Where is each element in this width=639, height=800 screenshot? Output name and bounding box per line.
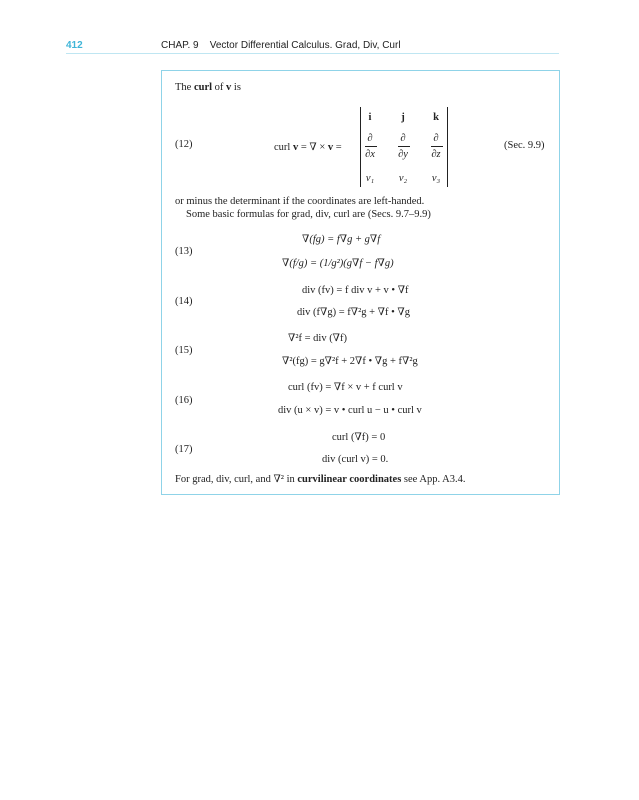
det-partial-num-2: ∂ — [400, 133, 406, 144]
intro-vec: v — [226, 82, 232, 93]
page-header — [0, 0, 639, 56]
eq17-div-curl: div (curl v) = 0. — [322, 454, 389, 465]
eq16-curl-fv: curl (fv) = ∇f × v + f curl v — [288, 382, 403, 393]
eq17-curl-grad: curl (∇f) = 0 — [332, 432, 386, 443]
det-v1: v₁ — [365, 173, 375, 184]
eq14-div-fv: div (fv) = f div v + v • ∇f — [302, 285, 409, 296]
det-j: j — [401, 112, 405, 123]
curl-intro — [175, 83, 241, 94]
eq12-number: (12) — [175, 139, 193, 150]
eq13-product-rule: ∇(fg) = f∇g + g∇f — [302, 234, 381, 245]
eq14-number: (14) — [175, 296, 193, 307]
left-handed-note: or minus the determinant if the coordinates are left-handed. — [175, 196, 425, 207]
eq16-div-cross: div (u × v) = v • curl u − u • curl v — [278, 405, 422, 416]
footer-pre: For grad, div, curl, and ∇² in — [175, 474, 298, 485]
det-frac-line-2 — [398, 146, 410, 147]
eq14-div-fgrad: div (f∇g) = f∇²g + ∇f • ∇g — [297, 307, 411, 318]
det-i: i — [368, 112, 372, 123]
footer-curvilinear: curvilinear coordinates — [297, 474, 402, 485]
footer-post: see App. A3.4. — [401, 474, 466, 485]
eq12-lhs-vec1: v — [292, 142, 299, 153]
eq12-reference: (Sec. 9.9) — [504, 140, 545, 151]
det-frac-line-3 — [431, 146, 443, 147]
det-den-z: ∂z — [431, 149, 441, 160]
det-den-x: ∂x — [365, 149, 375, 160]
determinant-right-bar — [447, 107, 448, 187]
det-frac-line-1 — [365, 146, 377, 147]
eq15-laplacian-def: ∇²f = div (∇f) — [288, 333, 348, 344]
eq12-lhs — [274, 143, 342, 154]
eq12-lhs-post: = — [333, 142, 342, 153]
header-rule — [66, 53, 559, 54]
intro-post: is — [231, 82, 241, 93]
det-v2: v₂ — [398, 173, 408, 184]
det-den-y: ∂y — [398, 149, 408, 160]
eq16-number: (16) — [175, 395, 193, 406]
eq17-number: (17) — [175, 444, 193, 455]
det-k: k — [433, 112, 439, 123]
basic-formulas-intro: Some basic formulas for grad, div, curl are (Secs. 9.7–9.9) — [186, 209, 431, 220]
eq15-number: (15) — [175, 345, 193, 356]
curvilinear-note — [175, 475, 465, 486]
det-partial-num-3: ∂ — [433, 133, 439, 144]
eq12-lhs-mid: = ∇ × — [298, 142, 328, 153]
intro-curl: curl — [193, 82, 213, 93]
eq13-quotient-rule: ∇(f/g) = (1/g²)(g∇f − f∇g) — [282, 258, 394, 269]
det-partial-num-1: ∂ — [367, 133, 373, 144]
eq13-number: (13) — [175, 246, 193, 257]
page-number: 412 — [66, 40, 83, 51]
summary-box — [161, 70, 560, 495]
intro-pre: The — [175, 82, 194, 93]
running-title: CHAP. 9 Vector Differential Calculus. Grad, Div, Curl — [161, 40, 401, 51]
intro-mid: of — [212, 82, 227, 93]
eq12-lhs-pre: curl — [274, 142, 293, 153]
eq15-laplacian-product: ∇²(fg) = g∇²f + 2∇f • ∇g + f∇²g — [282, 356, 418, 367]
det-v3: v₃ — [431, 173, 441, 184]
eq12-lhs-vec2: v — [327, 142, 334, 153]
